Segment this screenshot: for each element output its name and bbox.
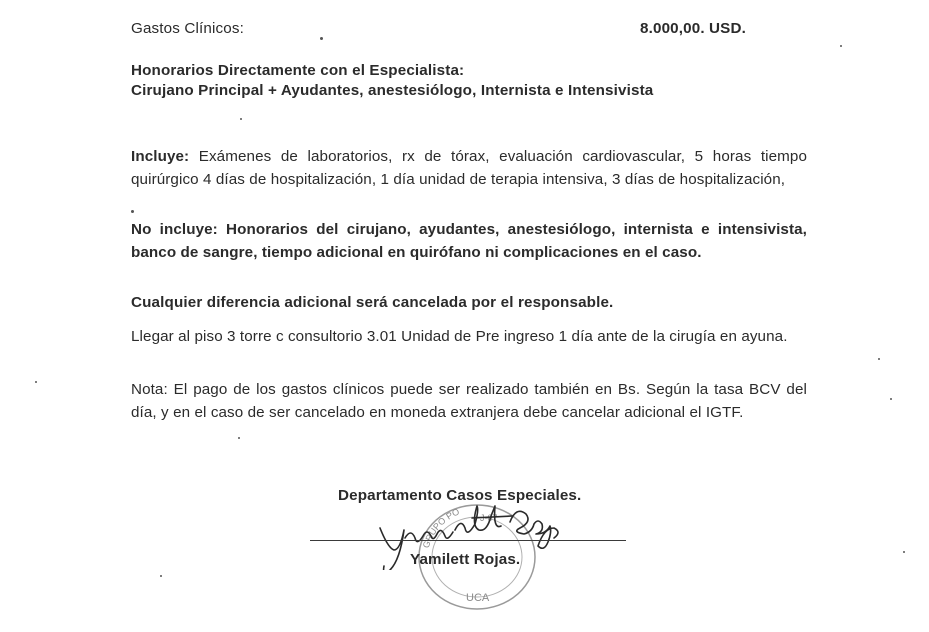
gastos-clinicos-label: Gastos Clínicos: xyxy=(131,20,244,37)
signer-name: Yamilett Rojas. xyxy=(410,551,521,568)
scan-speck xyxy=(903,551,905,553)
scan-speck xyxy=(240,118,242,120)
scan-speck xyxy=(160,575,162,577)
signature-line xyxy=(310,540,626,541)
scan-speck xyxy=(238,437,240,439)
nota-paragraph: Nota: El pago de los gastos clínicos puede ser realizado también en Bs. Según la tasa BCV del día, y en el caso de ser cancelado en moneda extranjera debe cancelar adicional el IGTF. xyxy=(131,381,807,421)
incluye-label: Incluye: xyxy=(131,148,190,165)
scan-speck xyxy=(35,381,37,383)
scan-speck xyxy=(890,398,892,400)
incluye-text: Exámenes de laboratorios, rx de tórax, evaluación cardiovascular, 5 horas tiempo quirúrgico 4 días de hospitalización, 1 día unidad de terapia intensiva, 3 días de hospitalización, xyxy=(131,148,807,188)
scan-speck xyxy=(878,358,880,360)
stamp-upper-text: GRUPO PO xyxy=(420,506,461,550)
honorarios-detail: Cirujano Principal + Ayudantes, anestesiólogo, Internista e Intensivista xyxy=(131,82,654,99)
gastos-clinicos-amount: 8.000,00. USD. xyxy=(640,20,746,37)
scan-speck xyxy=(840,45,842,47)
stamp-code: J-07 xyxy=(480,513,498,523)
scan-speck xyxy=(320,37,323,40)
stamp-lower-text: UCA xyxy=(466,592,490,604)
cualquier-diferencia-text: Cualquier diferencia adicional será cancelada por el responsable. xyxy=(131,294,614,311)
scan-speck xyxy=(131,210,134,213)
honorarios-title: Honorarios Directamente con el Especialista: xyxy=(131,62,465,79)
incluye-paragraph xyxy=(131,145,807,191)
llegar-paragraph: Llegar al piso 3 torre c consultorio 3.01 Unidad de Pre ingreso 1 día ante de la cirugía en ayuna. xyxy=(131,328,788,345)
department-label: Departamento Casos Especiales. xyxy=(338,487,582,504)
no-incluye-paragraph: No incluye: Honorarios del cirujano, ayudantes, anestesiólogo, internista e intensivista, banco de sangre, tiempo adicional en quirófano ni complicaciones en el caso. xyxy=(131,221,807,261)
